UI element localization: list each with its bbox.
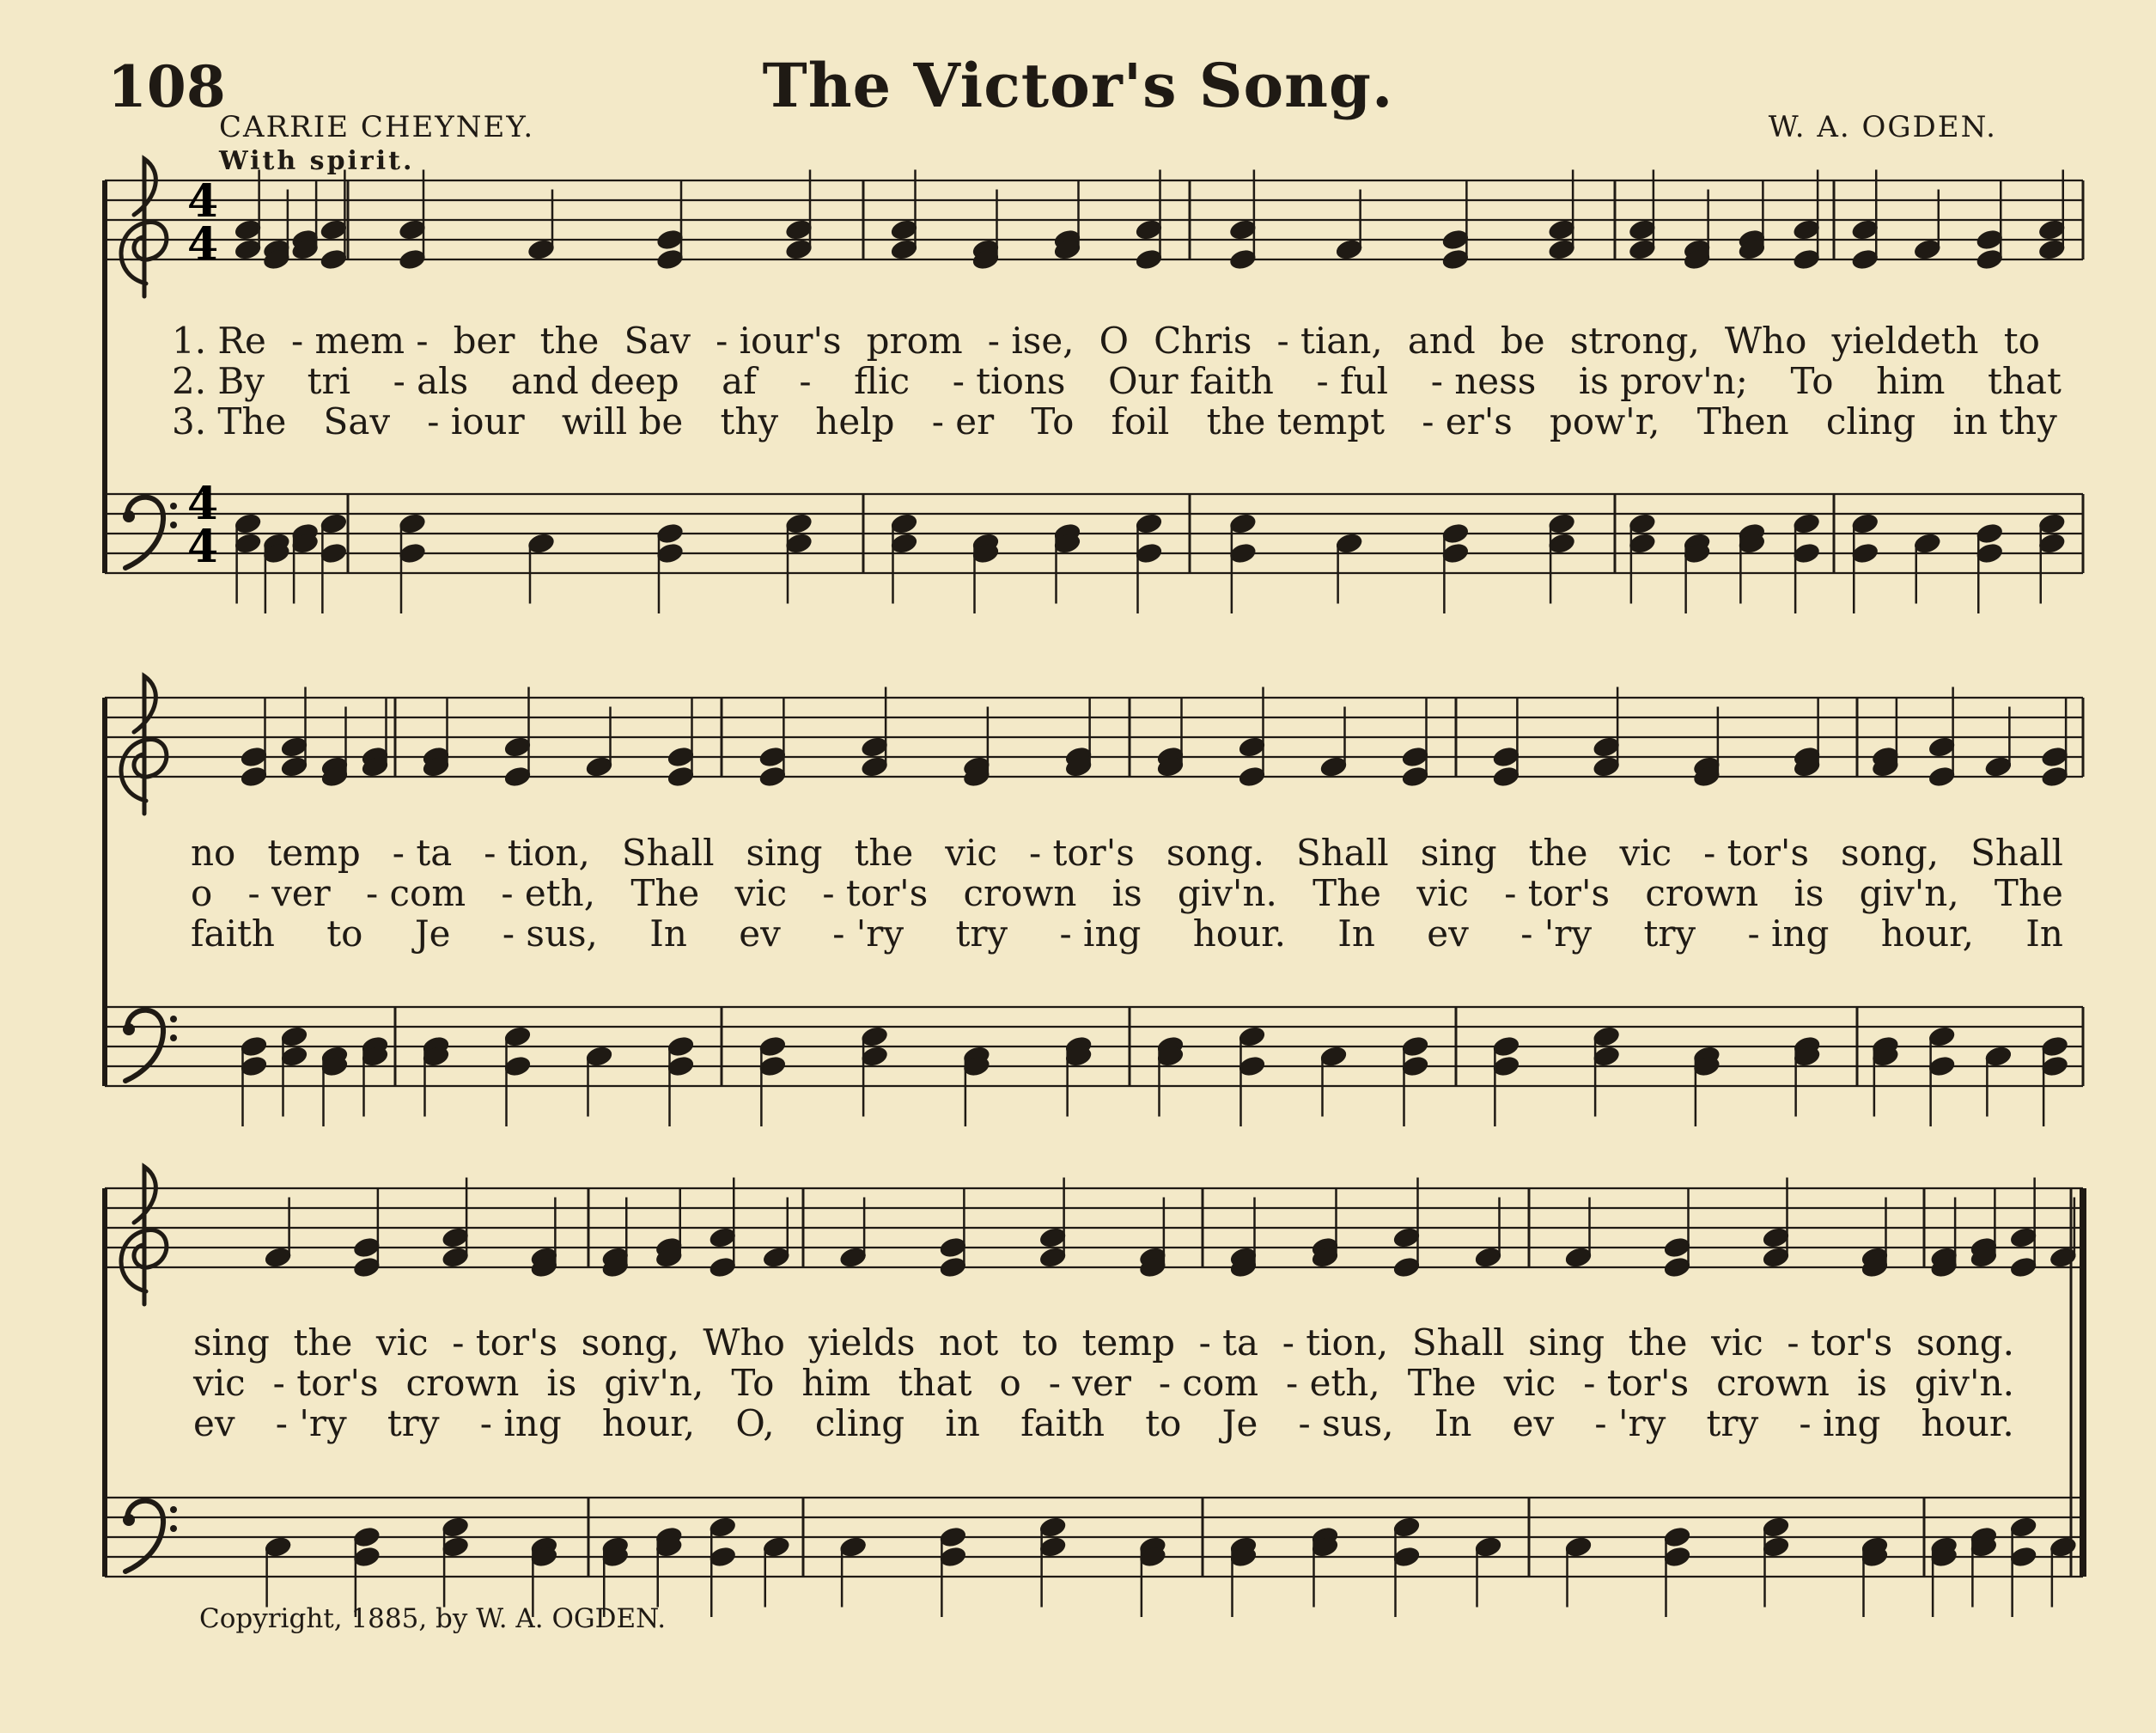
bass-clef-dot <box>170 522 177 528</box>
lyric-syllable: ev <box>739 912 781 955</box>
lyric-syllable: - tions <box>952 360 1066 402</box>
lyric-syllable: that <box>898 1362 972 1404</box>
lyric-syllable: is <box>546 1362 577 1404</box>
lyric-syllable: hour, <box>601 1402 696 1444</box>
lyric-syllable: - er <box>931 400 995 442</box>
lyric-syllable: - ise, <box>987 320 1075 362</box>
lyric-syllable: tri <box>307 360 350 402</box>
lyric-syllable: the <box>293 1321 353 1364</box>
lyric-syllable: af <box>722 360 757 402</box>
lyric-line-s1-v3 <box>172 400 2057 442</box>
lyric-syllable: ber <box>453 320 515 362</box>
lyric-syllable: temp <box>267 832 361 874</box>
lyric-syllable: cling <box>814 1402 905 1444</box>
bass-time-bottom: 4 <box>187 521 219 573</box>
lyric-syllable: - iour <box>427 400 525 442</box>
lyric-syllable: giv'n, <box>1859 872 1959 914</box>
lyric-syllable: giv'n, <box>604 1362 704 1404</box>
lyric-syllable: - com <box>1158 1362 1259 1404</box>
lyric-syllable: song, <box>1841 832 1940 874</box>
lyric-syllable: The <box>1407 1362 1477 1404</box>
lyric-syllable: - ing <box>479 1402 562 1444</box>
lyric-syllable: that <box>1988 360 2062 402</box>
lyric-syllable: - er's <box>1422 400 1513 442</box>
lyric-syllable: try <box>955 912 1008 955</box>
lyric-syllable: ev <box>1427 912 1469 955</box>
lyric-syllable: song. <box>1915 1321 2014 1364</box>
lyric-syllable: - ness <box>1430 360 1537 402</box>
lyric-syllable: 3. The <box>172 400 287 442</box>
treble-time-bottom: 4 <box>187 218 219 271</box>
lyric-syllable: 1. Re <box>172 320 266 362</box>
hymn-title: The Victor's Song. <box>762 50 1394 121</box>
lyric-syllable: - <box>799 360 812 402</box>
lyric-line-s2-v1 <box>191 832 2063 874</box>
lyric-syllable: o <box>999 1362 1021 1404</box>
bass-clef-dot <box>170 1016 177 1022</box>
lyric-syllable: The <box>1994 872 2063 914</box>
lyric-syllable: Je <box>414 912 451 955</box>
lyric-syllable: To <box>1031 400 1075 442</box>
lyric-line-s2-v2 <box>191 872 2063 914</box>
lyric-syllable: thy <box>720 400 779 442</box>
lyric-syllable: faith <box>191 912 275 955</box>
lyric-syllable: song, <box>581 1321 679 1364</box>
lyric-syllable: yields <box>808 1321 916 1364</box>
lyric-syllable: - tian, <box>1276 320 1383 362</box>
lyric-syllable: is <box>1111 872 1142 914</box>
lyric-syllable: the <box>1528 832 1588 874</box>
lyric-syllable: - ta <box>1198 1321 1259 1364</box>
lyric-syllable: Who <box>703 1321 785 1364</box>
lyric-syllable: The <box>1312 872 1382 914</box>
lyric-syllable: hour, <box>1880 912 1974 955</box>
lyric-syllable: - sus, <box>1298 1402 1394 1444</box>
lyric-syllable: vic <box>1619 832 1672 874</box>
bass-clef-icon <box>125 1501 163 1571</box>
lyric-syllable: help <box>815 400 895 442</box>
lyric-syllable: vic <box>1711 1321 1763 1364</box>
lyric-syllable: Shall <box>1295 832 1389 874</box>
lyric-syllable: - tor's <box>1703 832 1810 874</box>
lyric-syllable: song. <box>1166 832 1264 874</box>
lyric-syllable: In <box>1434 1402 1472 1444</box>
lyric-syllable: sing <box>746 832 823 874</box>
lyric-syllable: the tempt <box>1206 400 1386 442</box>
lyric-syllable: Shall <box>621 832 715 874</box>
lyric-syllable: Shall <box>1411 1321 1505 1364</box>
lyric-syllable: is <box>1856 1362 1887 1404</box>
composer-credit: W. A. OGDEN. <box>1768 110 1997 144</box>
lyric-syllable: - tor's <box>272 1362 379 1404</box>
lyric-syllable: prom <box>866 320 963 362</box>
lyric-syllable: not <box>939 1321 999 1364</box>
lyric-syllable: pow'r, <box>1550 400 1660 442</box>
lyric-syllable: the <box>1628 1321 1688 1364</box>
lyric-syllable: Sav <box>323 400 391 442</box>
lyric-syllable: o <box>191 872 213 914</box>
lyric-syllable: - com <box>365 872 466 914</box>
lyric-syllable: Je <box>1221 1402 1258 1444</box>
lyric-syllable: Shall <box>1970 832 2063 874</box>
lyric-syllable: hour. <box>1192 912 1286 955</box>
lyric-syllable: no <box>191 832 236 874</box>
lyric-syllable: sing <box>1420 832 1497 874</box>
lyric-syllable: vic <box>1503 1362 1556 1404</box>
lyric-syllable: and <box>1407 320 1476 362</box>
lyric-syllable: - eth, <box>501 872 596 914</box>
lyric-line-s1-v1 <box>172 320 2040 362</box>
lyric-syllable: - 'ry <box>275 1402 347 1444</box>
lyric-syllable: - ver <box>1048 1362 1131 1404</box>
lyric-syllable: In <box>1337 912 1375 955</box>
lyric-syllable: is <box>1794 872 1824 914</box>
tempo-marking: With spirit. <box>219 146 415 176</box>
lyric-syllable: - sus, <box>502 912 598 955</box>
bass-clef-icon <box>125 1010 163 1081</box>
lyric-syllable: - ver <box>247 872 331 914</box>
lyric-syllable: to <box>326 912 363 955</box>
lyric-syllable: to <box>1021 1321 1058 1364</box>
lyric-syllable: to <box>2003 320 2040 362</box>
lyric-syllable: try <box>387 1402 440 1444</box>
lyric-syllable: Chris <box>1154 320 1252 362</box>
lyric-syllable: in thy <box>1952 400 2057 442</box>
bass-clef-dot <box>170 1525 177 1532</box>
lyric-syllable: - tion, <box>1282 1321 1389 1364</box>
lyric-syllable: Our faith <box>1108 360 1274 402</box>
lyric-syllable: try <box>1643 912 1696 955</box>
lyric-syllable: crown <box>1645 872 1759 914</box>
lyric-syllable: To <box>1790 360 1834 402</box>
lyric-line-s3-v2 <box>193 1362 2014 1404</box>
lyric-line-s3-v3 <box>193 1402 2014 1444</box>
bass-clef-dot <box>123 510 135 522</box>
bass-clef-dot <box>123 1514 135 1526</box>
lyric-syllable: ev <box>193 1402 235 1444</box>
bass-clef-dot <box>123 1023 135 1035</box>
clefs <box>121 159 177 1571</box>
lyric-syllable: hour. <box>1921 1402 2014 1444</box>
lyric-syllable: be <box>1500 320 1545 362</box>
lyric-syllable: vic <box>193 1362 246 1404</box>
lyric-syllable: flic <box>854 360 911 402</box>
bass-clef-icon <box>125 497 163 568</box>
lyric-syllable: - tion, <box>484 832 590 874</box>
lyric-syllable: - 'ry <box>1594 1402 1666 1444</box>
lyric-syllable: - als <box>393 360 469 402</box>
lyric-syllable: O <box>1099 320 1130 362</box>
lyric-syllable: foil <box>1111 400 1170 442</box>
lyric-syllable: vic <box>375 1321 429 1364</box>
lyric-syllable: sing <box>1528 1321 1605 1364</box>
lyric-syllable: to <box>1145 1402 1182 1444</box>
lyric-syllable: Then <box>1696 400 1789 442</box>
lyric-syllable: In <box>649 912 687 955</box>
lyric-syllable: in <box>945 1402 980 1444</box>
lyric-syllable: - ful <box>1316 360 1389 402</box>
lyric-syllable: giv'n. <box>1914 1362 2014 1404</box>
lyric-syllable: will be <box>561 400 684 442</box>
lyric-syllable: cling <box>1825 400 1916 442</box>
lyric-syllable: sing <box>193 1321 270 1364</box>
lyric-syllable: - mem - <box>290 320 429 362</box>
lyric-line-s2-v3 <box>191 912 2063 955</box>
bass-time-top: 4 <box>187 478 219 530</box>
lyric-syllable: - ing <box>1059 912 1142 955</box>
lyric-line-s3-v1 <box>193 1321 2014 1364</box>
lyric-syllable: - ing <box>1747 912 1830 955</box>
lyric-syllable: - tor's <box>452 1321 558 1364</box>
lyric-syllable: 2. By <box>172 360 265 402</box>
lyric-syllable: - tor's <box>1583 1362 1690 1404</box>
lyric-syllable: ev <box>1512 1402 1555 1444</box>
lyric-syllable: temp <box>1081 1321 1176 1364</box>
lyric-line-s1-v2 <box>172 360 2062 402</box>
lyric-syllable: The <box>630 872 700 914</box>
lyricist-credit: CARRIE CHEYNEY. <box>219 110 535 144</box>
lyric-syllable: - iour's <box>716 320 842 362</box>
lyric-syllable: crown <box>405 1362 520 1404</box>
lyric-syllable: - tor's <box>822 872 929 914</box>
copyright-notice: Copyright, 1885, by W. A. OGDEN. <box>199 1603 667 1634</box>
lyric-syllable: crown <box>1716 1362 1830 1404</box>
lyric-syllable: him <box>1876 360 1946 402</box>
lyric-syllable: Who <box>1724 320 1807 362</box>
lyric-syllable: - 'ry <box>832 912 904 955</box>
lyric-syllable: the <box>854 832 914 874</box>
treble-time-top: 4 <box>187 175 219 228</box>
lyric-syllable: yieldeth <box>1831 320 1979 362</box>
lyric-syllable: - tor's <box>1787 1321 1893 1364</box>
lyric-syllable: O, <box>735 1402 775 1444</box>
lyric-syllable: him <box>801 1362 871 1404</box>
lyric-syllable: In <box>2025 912 2063 955</box>
lyric-syllable: strong, <box>1569 320 1700 362</box>
lyric-syllable: and deep <box>510 360 679 402</box>
lyric-syllable: - eth, <box>1286 1362 1380 1404</box>
lyric-syllable: faith <box>1020 1402 1105 1444</box>
lyric-syllable: - ing <box>1799 1402 1881 1444</box>
bass-clef-dot <box>170 1506 177 1513</box>
lyric-syllable: the <box>539 320 600 362</box>
lyric-syllable: - tor's <box>1028 832 1135 874</box>
lyric-syllable: vic <box>734 872 788 914</box>
lyric-syllable: - ta <box>392 832 453 874</box>
lyric-syllable: crown <box>963 872 1077 914</box>
lyric-syllable: try <box>1706 1402 1759 1444</box>
page-number: 108 <box>107 53 226 120</box>
lyric-syllable: vic <box>945 832 997 874</box>
lyric-syllable: giv'n. <box>1177 872 1277 914</box>
lyric-syllable: - 'ry <box>1520 912 1593 955</box>
lyric-syllable: is prov'n; <box>1578 360 1748 402</box>
bass-clef-dot <box>170 503 177 510</box>
lyric-syllable: - tor's <box>1504 872 1611 914</box>
bass-clef-dot <box>170 1034 177 1041</box>
lyric-syllable: vic <box>1416 872 1469 914</box>
lyric-syllable: Sav <box>624 320 691 362</box>
lyric-syllable: To <box>731 1362 775 1404</box>
